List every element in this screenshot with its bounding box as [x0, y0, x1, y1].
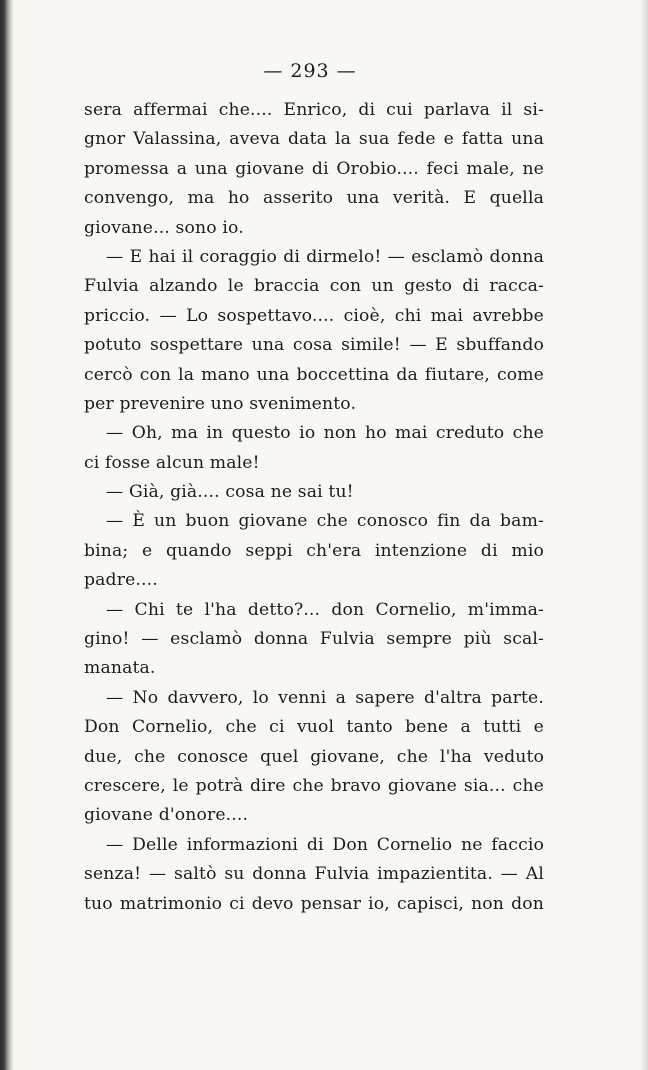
text-line: crescere, le potrà dire che bravo giovane sia... che [84, 775, 544, 796]
text-line: — Delle informazioni di Don Cornelio ne faccio [106, 834, 544, 855]
text-line: — E hai il coraggio di dirmelo! — esclamò donna [106, 246, 544, 267]
text-line: giovane... sono io. [84, 217, 244, 238]
text-line: bina; e quando seppi ch'era intenzione di mio [84, 540, 544, 561]
text-line: — Chi te l'ha detto?... don Cornelio, m'imma- [106, 599, 544, 620]
text-line: sera affermai che.... Enrico, di cui parlava il si- [84, 100, 544, 120]
text-line: convengo, ma ho asserito una verità. E quella [84, 188, 544, 209]
text-line: ci fosse alcun male! [84, 452, 260, 473]
text-line: — Oh, ma in questo io non ho mai creduto che [106, 423, 544, 444]
text-line: due, che conosce quel giovane, che l'ha veduto [84, 746, 544, 767]
text-line: padre.... [84, 570, 158, 591]
text-line: giovane d'onore.... [84, 805, 249, 826]
text-line: cercò con la mano una boccettina da fiutare, come [84, 364, 544, 385]
book-spine-shadow [0, 0, 14, 1070]
text-line: gino! — esclamò donna Fulvia sempre più scal- [84, 629, 544, 650]
text-line: — No davvero, lo venni a sapere d'altra parte. [106, 687, 544, 708]
text-line: promessa a una giovane di Orobio.... feci male, ne [84, 158, 544, 179]
text-line: — Già, già.... cosa ne sai tu! [106, 482, 354, 503]
text-line: Fulvia alzando le braccia con un gesto di racca- [84, 276, 544, 297]
page-number: — 293 — [263, 60, 357, 82]
text-line: per prevenire uno svenimento. [84, 393, 357, 414]
body-text [84, 96, 544, 919]
text-line: tuo matrimonio ci devo pensar io, capisci, non don [84, 893, 544, 914]
text-line: priccio. — Lo sospettavo.... cioè, chi mai avrebbe [84, 305, 544, 326]
text-line: Don Cornelio, che ci vuol tanto bene a tutti e [84, 717, 544, 738]
text-line: potuto sospettare una cosa simile! — E sbuffando [84, 335, 544, 356]
text-line: manata. [84, 658, 156, 679]
text-line: gnor Valassina, aveva data la sua fede e fatta una [84, 129, 544, 150]
text-line: senza! — saltò su donna Fulvia impazientita. — Al [84, 864, 544, 885]
page-edge [640, 0, 648, 1070]
text-line: — È un buon giovane che conosco fin da bam- [106, 511, 544, 532]
